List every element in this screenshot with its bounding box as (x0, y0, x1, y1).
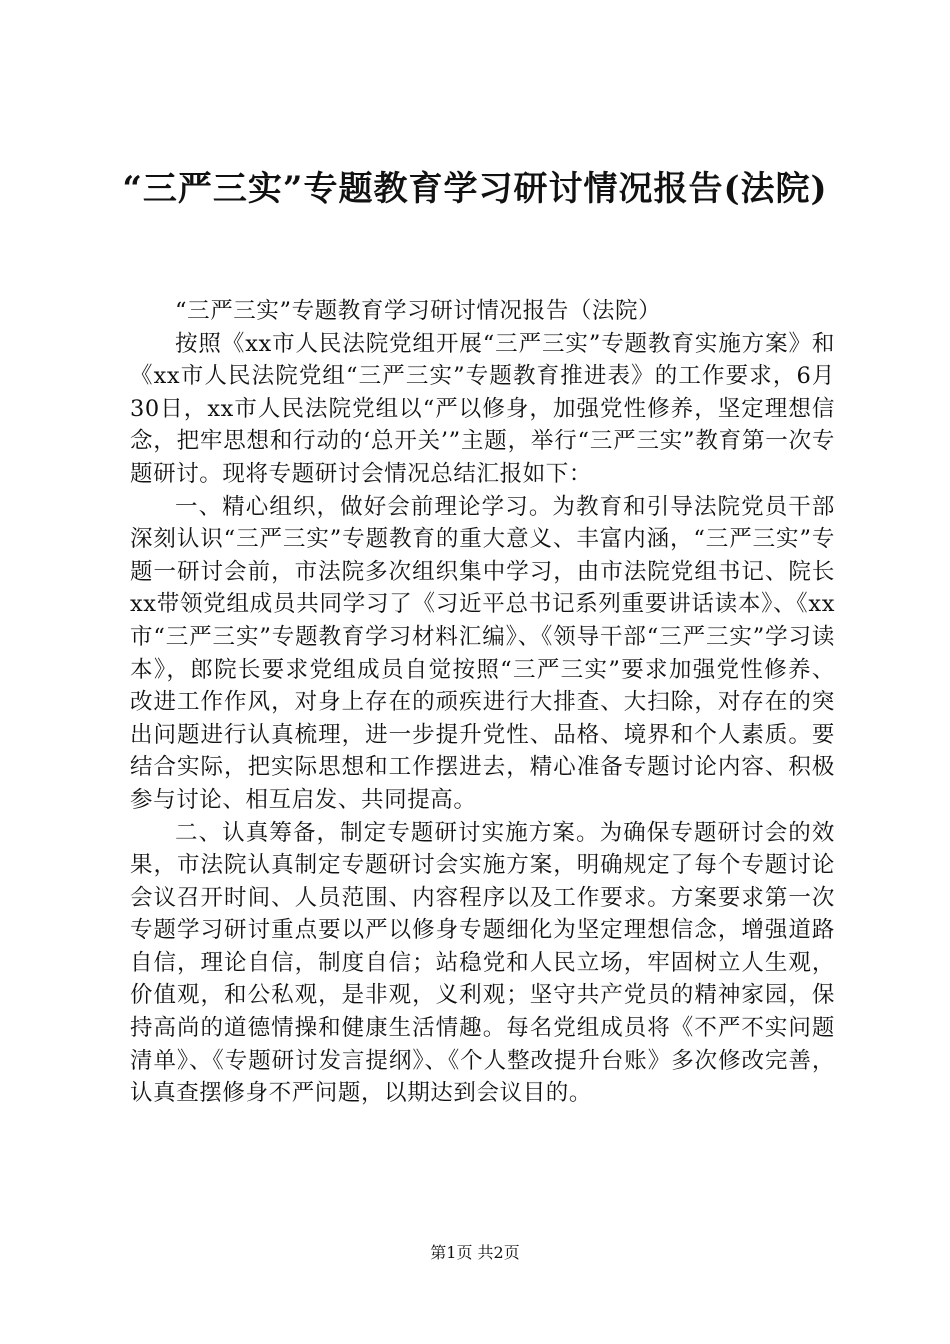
document-title: “三严三实”专题教育学习研讨情况报告(法院) (122, 169, 828, 209)
page-number-footer: 第1页 共2页 (430, 1243, 520, 1262)
paragraph-intro: 按照《xx市人民法院党组开展“三严三实”专题教育实施方案》和《xx市人民法院党组“三严三实”专题教育推进表》的工作要求，6月30日，xx市人民法院党组以“严以修身，加强党性修养，坚定理想信念，把牢思想和行动的‘总开关’”主题，举行“三严三实”教育第一次专题研讨。现将专题研讨会情况总结汇报如下： (130, 330, 835, 487)
paragraph-section-one: 一、精心组织，做好会前理论学习。为教育和引导法院党员干部深刻认识“三严三实”专题教育的重大意义、丰富内涵，“三严三实”专题一研讨会前，市法院多次组织集中学习，由市法院党组书记、院长xx带领党组成员共同学习了《习近平总书记系列重要讲话读本》、《xx市“三严三实”专题教育学习材料汇编》、《领导干部“三严三实”学习读本》，郎院长要求党组成员自觉按照“三严三实”要求加强党性修养、改进工作作风，对身上存在的顽疾进行大排查、大扫除，对存在的突出问题进行认真梳理，进一步提升党性、品格、境界和个人素质。要结合实际，把实际思想和工作摆进去，精心准备专题讨论内容、积极参与讨论、相互启发、共同提高。 (130, 493, 835, 813)
paragraph-subtitle: “三严三实”专题教育学习研讨情况报告（法院） (175, 298, 662, 324)
paragraph-section-two: 二、认真筹备，制定专题研讨实施方案。为确保专题研讨会的效果，市法院认真制定专题研讨会实施方案，明确规定了每个专题讨论会议召开时间、人员范围、内容程序以及工作要求。方案要求第一次专题学习研讨重点要以严以修身专题细化为坚定理想信念，增强道路自信，理论自信，制度自信；站稳党和人民立场，牢固树立人生观，价值观，和公私观，是非观，义利观；坚守共产党员的精神家园，保持高尚的道德情操和健康生活情趣。每名党组成员将《不严不实问题清单》、《专题研讨发言提纲》、《个人整改提升台账》多次修改完善，认真查摆修身不严问题，以期达到会议目的。 (130, 819, 835, 1107)
document-body (130, 295, 835, 1110)
